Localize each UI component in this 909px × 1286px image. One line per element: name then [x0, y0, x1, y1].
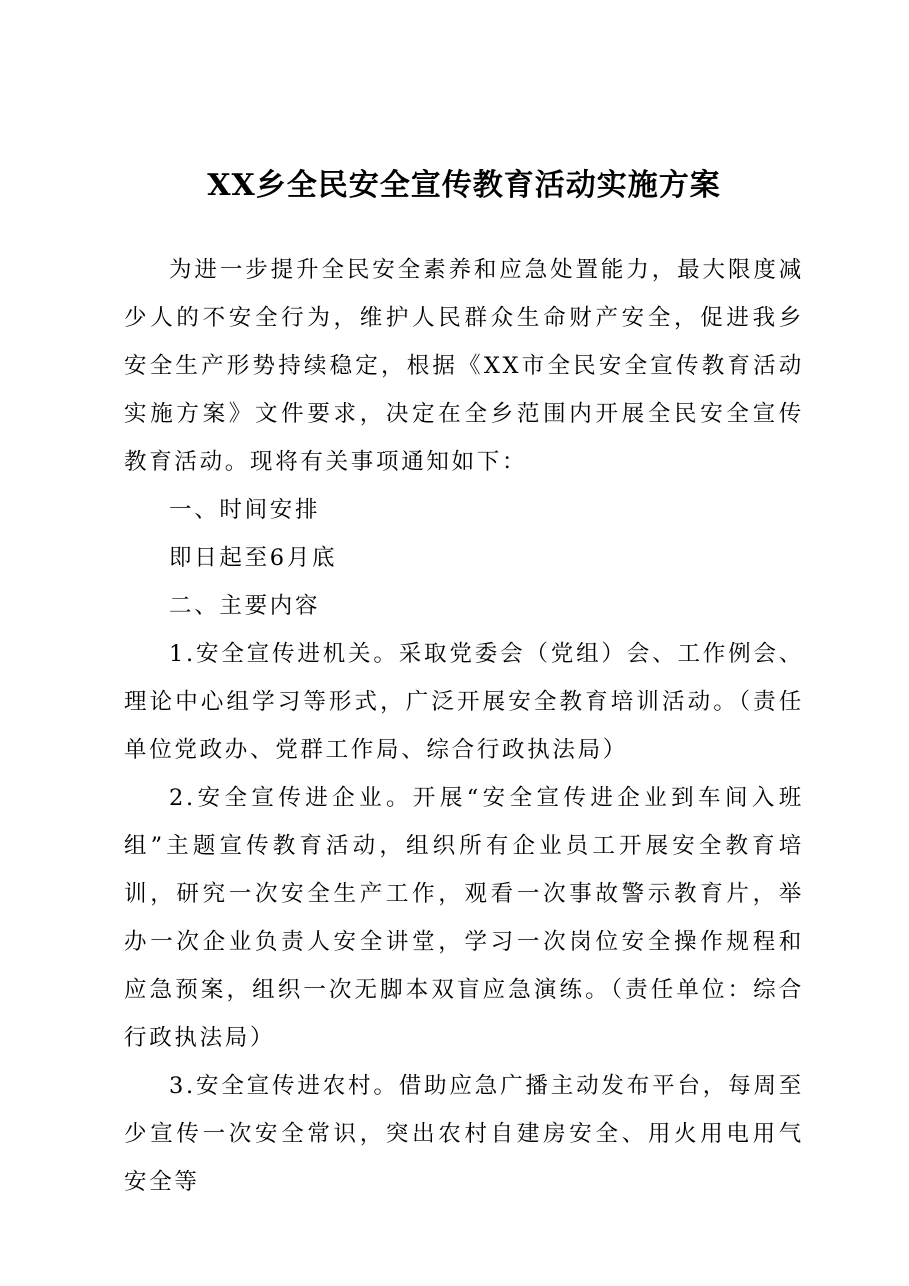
content-item-3: 3.安全宣传进农村。借助应急广播主动发布平台，每周至少宣传一次安全常识，突出农村自建房安全、用火用电用气安全等 — [124, 1073, 804, 1195]
section-heading-content: 二、主要内容 — [169, 593, 321, 619]
document-title: XX乡全民安全宣传教育活动实施方案 — [207, 168, 721, 203]
section-heading-schedule: 一、时间安排 — [169, 497, 321, 523]
content-item-2: 2.安全宣传进企业。开展“安全宣传进企业到车间入班组”主题宣传教育活动，组织所有企业员工开展安全教育培训，研究一次安全生产工作，观看一次事故警示教育片，举办一次企业负责人安全讲堂，学习一次岗位安全操作规程和应急预案，组织一次无脚本双盲应急演练。（责任单位：综合行政执法局） — [124, 785, 804, 1051]
content-item-1: 1.安全宣传进机关。采取党委会（党组）会、工作例会、理论中心组学习等形式，广泛开展安全教育培训活动。（责任单位党政办、党群工作局、综合行政执法局） — [124, 641, 804, 763]
intro-paragraph: 为进一步提升全民安全素养和应急处置能力，最大限度减少人的不安全行为，维护人民群众生命财产安全，促进我乡安全生产形势持续稳定，根据《XX市全民安全宣传教育活动实施方案》文件要求，决定在全乡范围内开展全民安全宣传教育活动。现将有关事项通知如下： — [124, 257, 804, 475]
schedule-text: 即日起至6月底 — [169, 545, 338, 571]
document-body — [124, 246, 804, 1206]
